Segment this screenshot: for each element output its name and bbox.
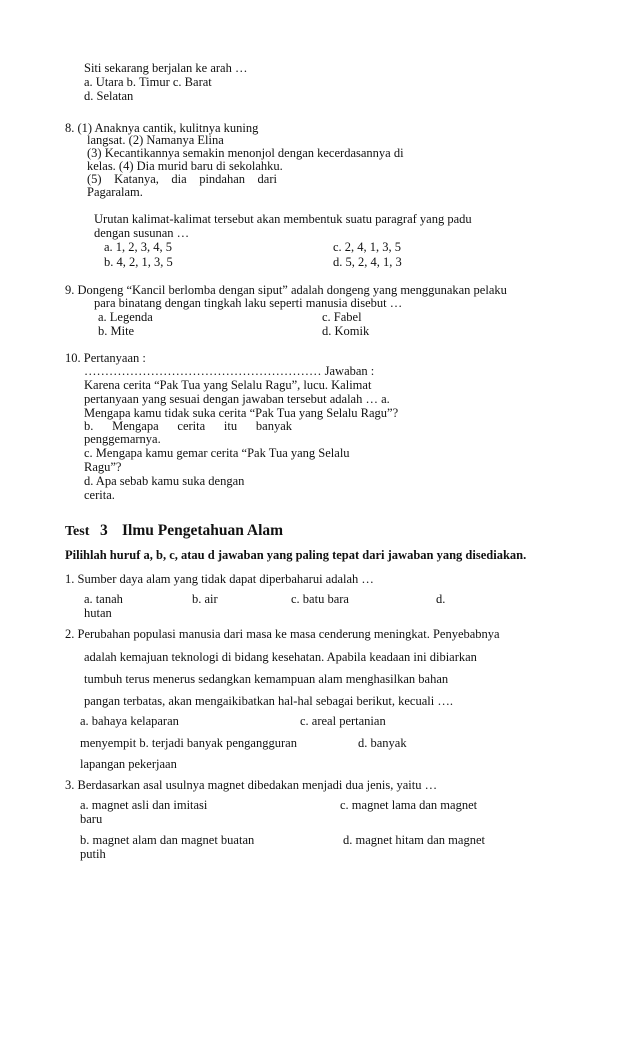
q8-option-a: a. 1, 2, 3, 4, 5 [104, 240, 173, 254]
q9-line-2: para binatang dengan tingkah laku seperti manusia disebut … [94, 296, 403, 310]
sci-q3-option-d: d. magnet hitam dan magnet [343, 833, 485, 847]
sci-q1-option-c: c. batu bara [291, 592, 349, 606]
sci-q3-option-c-text: baru [80, 812, 103, 826]
sci-q2-option-b: menyempit b. terjadi banyak pengangguran [80, 736, 297, 750]
q8-stem-2: dengan susunan … [94, 226, 190, 240]
answer-options: a. Utara b. Timur c. Barat [84, 75, 212, 89]
sci-q3-option-b: b. magnet alam dan magnet buatan [80, 833, 255, 847]
q10-line-3: Karena cerita “Pak Tua yang Selalu Ragu”, lucu. Kalimat [84, 378, 372, 392]
instructions: Pilihlah huruf a, b, c, atau d jawaban yang paling tepat dari jawaban yang disediakan. [65, 548, 527, 562]
q10-line-1: 10. Pertanyaan : [65, 351, 146, 365]
sci-q1-option-b: b. air [192, 592, 218, 606]
q9-option-c: c. Fabel [322, 310, 362, 324]
q10-line-8: c. Mengapa kamu gemar cerita “Pak Tua yang Selalu [84, 446, 350, 460]
sci-q3-option-d-text: putih [80, 847, 106, 861]
test-number: 3 [100, 522, 108, 539]
sci-q2-line-2: adalah kemajuan teknologi di bidang kesehatan. Apabila keadaan ini dibiarkan [84, 650, 477, 664]
sci-q1-option-a: a. tanah [84, 592, 123, 606]
q10-line-4: pertanyaan yang sesuai dengan jawaban tersebut adalah … a. [84, 392, 390, 406]
sci-q2-line-1: 2. Perubahan populasi manusia dari masa ke masa cenderung meningkat. Penyebabnya [65, 627, 500, 641]
q8-line-5: (5) Katanya, dia pindahan dari [87, 172, 277, 186]
answer-option-d: d. Selatan [84, 89, 134, 103]
page-title: Ilmu Pengetahuan Alam [122, 522, 284, 539]
q8-line-6: Pagaralam. [87, 185, 143, 199]
q9-option-a: a. Legenda [98, 310, 153, 324]
q8-option-d: d. 5, 2, 4, 1, 3 [333, 255, 402, 269]
q10-line-11: cerita. [84, 488, 115, 502]
q8-option-c: c. 2, 4, 1, 3, 5 [333, 240, 402, 254]
sci-q2-option-d: d. banyak [358, 736, 407, 750]
q10-line-7: penggemarnya. [84, 432, 161, 446]
q8-option-b: b. 4, 2, 1, 3, 5 [104, 255, 173, 269]
test-title-prefix: Test [65, 524, 90, 539]
sci-q1-stem: 1. Sumber daya alam yang tidak dapat diperbaharui adalah … [65, 572, 374, 586]
q8-stem-1: Urutan kalimat-kalimat tersebut akan membentuk suatu paragraf yang padu [94, 212, 472, 226]
q9-option-d: d. Komik [322, 324, 370, 338]
q10-line-9: Ragu”? [84, 460, 122, 474]
sci-q2-option-c: c. areal pertanian [300, 714, 386, 728]
q8-line-4: kelas. (4) Dia murid baru di sekolahku. [87, 159, 283, 173]
q9-line-1: 9. Dongeng “Kancil berlomba dengan siput” adalah dongeng yang menggunakan pelaku [65, 283, 507, 297]
q8-line-2: langsat. (2) Namanya Elina [87, 133, 224, 147]
sci-q2-option-a: a. bahaya kelaparan [80, 714, 179, 728]
question-stem: Siti sekarang berjalan ke arah … [84, 61, 248, 75]
q9-option-b: b. Mite [98, 324, 135, 338]
q10-line-5: Mengapa kamu tidak suka cerita “Pak Tua yang Selalu Ragu”? [84, 406, 399, 420]
sci-q2-line-3: tumbuh terus menerus sedangkan kemampuan alam menghasilkan bahan [84, 672, 449, 686]
q10-line-2: ………………………………………………… Jawaban : [84, 364, 375, 378]
q8-line-3: (3) Kecantikannya semakin menonjol dengan kecerdasannya di [87, 146, 404, 160]
sci-q3-option-c: c. magnet lama dan magnet [340, 798, 478, 812]
sci-q1-option-d-text: hutan [84, 606, 112, 620]
sci-q3-stem: 3. Berdasarkan asal usulnya magnet dibedakan menjadi dua jenis, yaitu … [65, 778, 438, 792]
sci-q2-line-4: pangan terbatas, akan mengaikibatkan hal-hal sebagai berikut, kecuali …. [84, 694, 453, 708]
sci-q3-option-a: a. magnet asli dan imitasi [80, 798, 208, 812]
q10-line-6: b. Mengapa cerita itu banyak [84, 419, 292, 433]
q8-line-1: 8. (1) Anaknya cantik, kulitnya kuning [65, 121, 259, 135]
sci-q2-option-d-text: lapangan pekerjaan [80, 757, 177, 771]
sci-q1-option-d: d. [436, 592, 446, 606]
q10-line-10: d. Apa sebab kamu suka dengan [84, 474, 245, 488]
